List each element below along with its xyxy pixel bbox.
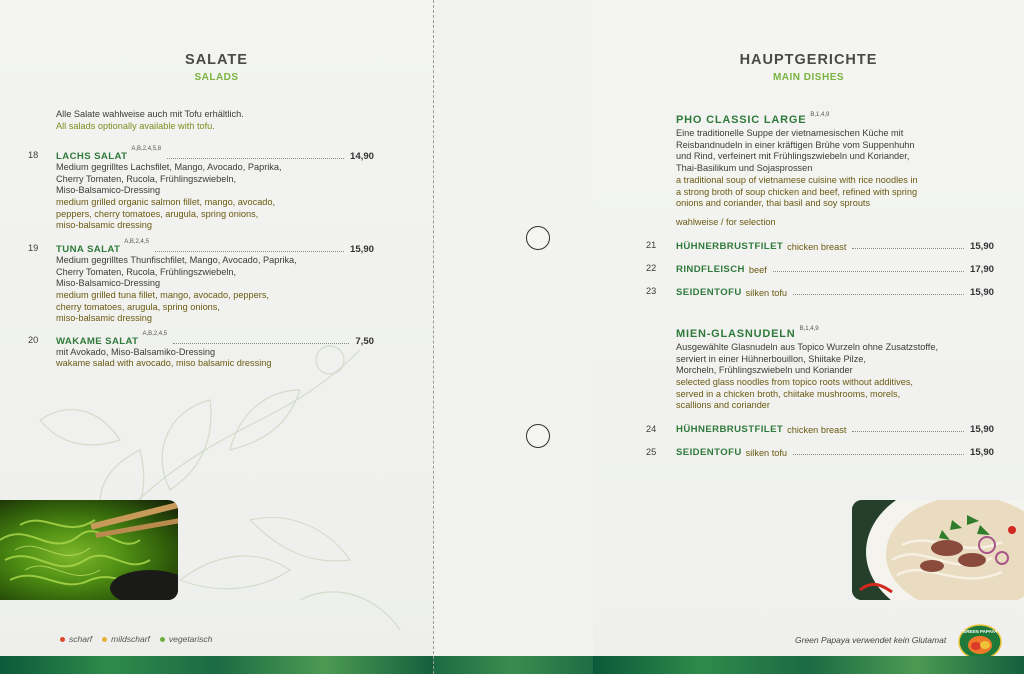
- selection-note: wahlweise / for selection: [676, 217, 776, 227]
- option-name: SEIDENTOFU: [676, 287, 742, 298]
- glutamate-note: Green Papaya verwendet kein Glutamat: [795, 635, 947, 645]
- dot-leader: [793, 294, 964, 295]
- intro-german: Alle Salate wahlweise auch mit Tofu erhältlich.: [56, 109, 244, 119]
- legend-item-vegetarisch: vegetarisch: [160, 634, 212, 644]
- price: 17,90: [969, 264, 994, 275]
- wakame-salad-photo: [0, 500, 178, 600]
- description-english: medium grilled tuna fillet, mango, avocado, peppers, cherry tomatoes, arugula, spring onions, miso-balsamic dressing: [56, 290, 269, 324]
- option-english: beef: [748, 265, 767, 275]
- price: 15,90: [969, 424, 994, 435]
- price: 15,90: [349, 244, 374, 255]
- option-name: SEIDENTOFU: [676, 447, 742, 458]
- page-subtitle: SALADS: [194, 72, 239, 83]
- option-name: HÜHNERBRUSTFILET: [676, 241, 784, 252]
- price: 15,90: [969, 241, 994, 252]
- description-german: Ausgewählte Glasnudeln aus Topico Wurzeln ohne Zusatzstoffe, serviert in einer Hühnerbouillon, Shiitake Pilze, Morcheln, Frühlingszwiebeln und Koriander: [676, 342, 939, 376]
- dish-name: LACHS SALAT: [56, 151, 128, 162]
- allergen-codes: A,B,2,4,5: [124, 239, 149, 245]
- pho-heading: [676, 114, 829, 126]
- page-title: HAUPTGERICHTE: [739, 52, 878, 68]
- option-name: RINDFLEISCH: [676, 264, 745, 275]
- allergen-codes: A,B,2,4,5: [142, 331, 168, 337]
- item-number: 22: [646, 263, 657, 273]
- dot-leader: [852, 431, 964, 432]
- green-papaya-logo: [958, 624, 1002, 660]
- right-page-main-dishes: [593, 0, 1024, 674]
- menu-option-beef: [676, 261, 994, 275]
- mien-heading: [676, 328, 819, 340]
- description-english: selected glass noodles from topico roots without additives, served in a chicken broth, chiitake mushrooms, morels, scallions and coriander: [676, 377, 913, 411]
- option-name: HÜHNERBRUSTFILET: [676, 424, 784, 435]
- description-german: mit Avokado, Miso-Balsamiko-Dressing: [56, 347, 216, 357]
- dish-name: PHO CLASSIC LARGE: [676, 114, 807, 126]
- bottom-decorative-band: [433, 656, 593, 674]
- item-number: 25: [646, 447, 657, 457]
- svg-text:GREEN PAPAYA: GREEN PAPAYA: [962, 629, 998, 634]
- price: 14,90: [349, 151, 374, 162]
- menu-option-chicken: [676, 238, 994, 252]
- price: 15,90: [969, 447, 994, 458]
- menu-option-tofu: [676, 444, 994, 458]
- page-title: SALATE: [185, 52, 248, 68]
- description-english: wakame salad with avocado, miso balsamic dressing: [56, 358, 272, 368]
- menu-option-tofu: [676, 284, 994, 298]
- dot-leader: [773, 271, 964, 272]
- dot-leader: [173, 343, 349, 344]
- description-english: medium grilled organic salmon fillet, mango, avocado, peppers, cherry tomatoes, arugula, spring onions, miso-balsamic dressing: [56, 197, 276, 231]
- item-number: 23: [646, 286, 657, 296]
- allergen-codes: B,1,4,9: [799, 326, 819, 332]
- bottom-decorative-band: [0, 656, 433, 674]
- dot-leader: [155, 251, 344, 252]
- fold-line-left: [433, 0, 434, 674]
- description-german: Medium gegrilltes Thunfischfilet, Mango, Avocado, Paprika, Cherry Tomaten, Rucola, Frühlingszwiebeln, Miso-Balsamico-Dressing: [56, 255, 297, 289]
- item-number: 24: [646, 424, 657, 434]
- price: 15,90: [969, 287, 994, 298]
- pho-soup-photo: [852, 500, 1024, 600]
- dot-leader: [852, 248, 964, 249]
- left-page-salads: [0, 0, 433, 674]
- menu-item-wakame-salat: [56, 333, 374, 347]
- bottom-decorative-band: [593, 656, 1024, 674]
- page-subtitle: MAIN DISHES: [772, 72, 845, 83]
- dot-leader: [793, 454, 964, 455]
- menu-option-chicken: [676, 421, 994, 435]
- allergen-codes: B,1,4,9: [810, 112, 830, 118]
- dish-name: WAKAME SALAT: [56, 336, 139, 347]
- option-english: silken tofu: [745, 448, 788, 458]
- item-number: 21: [646, 240, 657, 250]
- allergen-codes: A,B,2,4,5,8: [131, 146, 162, 152]
- price: 7,50: [355, 336, 374, 347]
- menu-item-tuna-salat: [56, 241, 374, 255]
- binding-hole-top: [526, 226, 550, 250]
- binding-hole-bottom: [526, 424, 550, 448]
- item-number: 20: [28, 335, 39, 345]
- description-english: a traditional soup of vietnamese cuisine with rice noodles in a strong broth of soup chicken and beef, refined with spring onions and coriander, thai basil and soy sprouts: [676, 175, 918, 209]
- dish-name: MIEN-GLASNUDELN: [676, 328, 796, 340]
- intro-english: All salads optionally available with tofu.: [56, 121, 215, 131]
- item-number: 18: [28, 150, 39, 160]
- legend-item-scharf: scharf: [60, 634, 92, 644]
- legend-item-mildscharf: mildscharf: [102, 634, 150, 644]
- center-spine: [433, 0, 593, 674]
- dot-leader: [167, 158, 344, 159]
- description-german: Medium gegrilltes Lachsfilet, Mango, Avocado, Paprika, Cherry Tomaten, Rucola, Frühlingszwiebeln, Miso-Balsamico-Dressing: [56, 162, 282, 196]
- option-english: silken tofu: [745, 288, 788, 298]
- spice-legend: [60, 634, 212, 644]
- dish-name: TUNA SALAT: [56, 244, 121, 255]
- item-number: 19: [28, 243, 39, 253]
- option-english: chicken breast: [787, 425, 847, 435]
- description-german: Eine traditionelle Suppe der vietnamesischen Küche mit Reisbandnudeln in einer kräftigen Brühe vom Suppenhuhn und Rind, verfeinert mit Frühlingszwiebeln und Koriander, Thai-Basilikum und Sojasprossen: [676, 128, 915, 173]
- menu-item-lachs-salat: [56, 148, 374, 162]
- option-english: chicken breast: [787, 242, 847, 252]
